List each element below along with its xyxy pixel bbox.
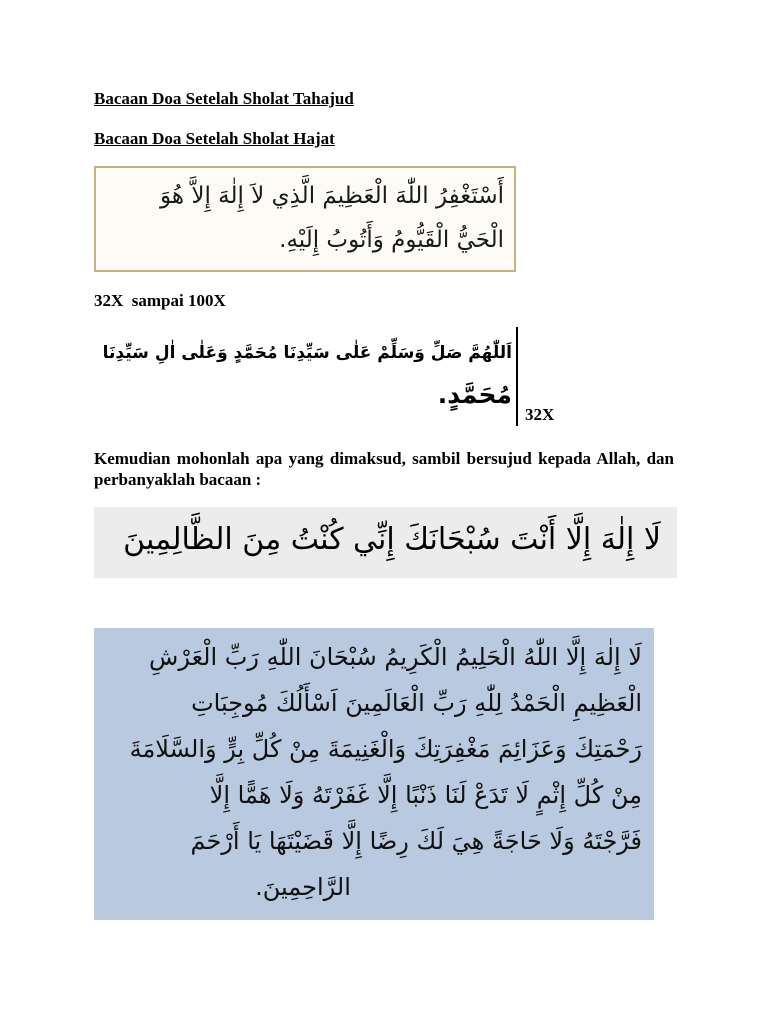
istighfar-image [94, 166, 516, 272]
istighfar-line-2: الْحَيُّ الْقَيُّومُ وَأَتُوبُ إِلَيْهِ. [279, 227, 504, 253]
tahlil-image [94, 507, 677, 578]
tahlil-text: لَا إِلٰهَ إِلَّا أَنْتَ سُبْحَانَكَ إِنِّي كُنْتُ مِنَ الظَّالِمِينَ [123, 522, 661, 557]
salawat-line-1: اَللّٰهُمَّ صَلِّ وَسَلِّمْ عَلٰى سَيِّدِنَا مُحَمَّدٍ وَعَلٰى اٰلِ سَيِّدِنَا [102, 343, 512, 363]
salawat-line-2: مُحَمَّدٍ. [437, 380, 512, 409]
salawat-count-label: 32X [525, 405, 555, 424]
divider-line [516, 327, 518, 426]
count-range-label: 32X sampai 100X [94, 291, 226, 310]
hajat-line-2: الْعَظِيمِ الْحَمْدُ لِلّٰهِ رَبِّ الْعَالَمِينَ اَسْأَلُكَ مُوجِبَاتِ [191, 689, 642, 717]
hajat-line-6: الرَّاحِمِينَ. [255, 873, 351, 901]
istighfar-line-1: أَسْتَغْفِرُ اللّٰهَ الْعَظِيمَ الَّذِي لاَ إِلٰهَ إِلاَّ هُوَ [160, 183, 504, 209]
salawat-image [94, 332, 512, 424]
hajat-prayer-image [94, 628, 654, 920]
hajat-line-3: رَحْمَتِكَ وَعَزَائِمَ مَغْفِرَتِكَ وَالْغَنِيمَةَ مِنْ كُلِّ بِرٍّ وَالسَّلَامَةَ [129, 735, 642, 763]
heading-hajat: Bacaan Doa Setelah Sholat Hajat [94, 129, 335, 148]
hajat-line-5: فَرَّجْتَهُ وَلَا حَاجَةً هِيَ لَكَ رِضًا إِلَّا قَضَيْتَهَا يَا أَرْحَمَ [190, 827, 642, 855]
hajat-line-1: لَا إِلٰهَ إِلَّا اللّٰهُ الْحَلِيمُ الْكَرِيمُ سُبْحَانَ اللّٰهِ رَبِّ الْعَرْشِ [149, 643, 642, 671]
hajat-line-4: مِنْ كُلِّ إِثْمٍ لَا تَدَعْ لَنَا ذَنْبًا إِلَّا غَفَرْتَهُ وَلَا هَمًّا إِلَّا [209, 781, 642, 809]
heading-tahajud: Bacaan Doa Setelah Sholat Tahajud [94, 89, 354, 108]
instruction-paragraph: Kemudian mohonlah apa yang dimaksud, sambil bersujud kepada Allah, dan perbanyaklah bacaan : [94, 449, 674, 489]
